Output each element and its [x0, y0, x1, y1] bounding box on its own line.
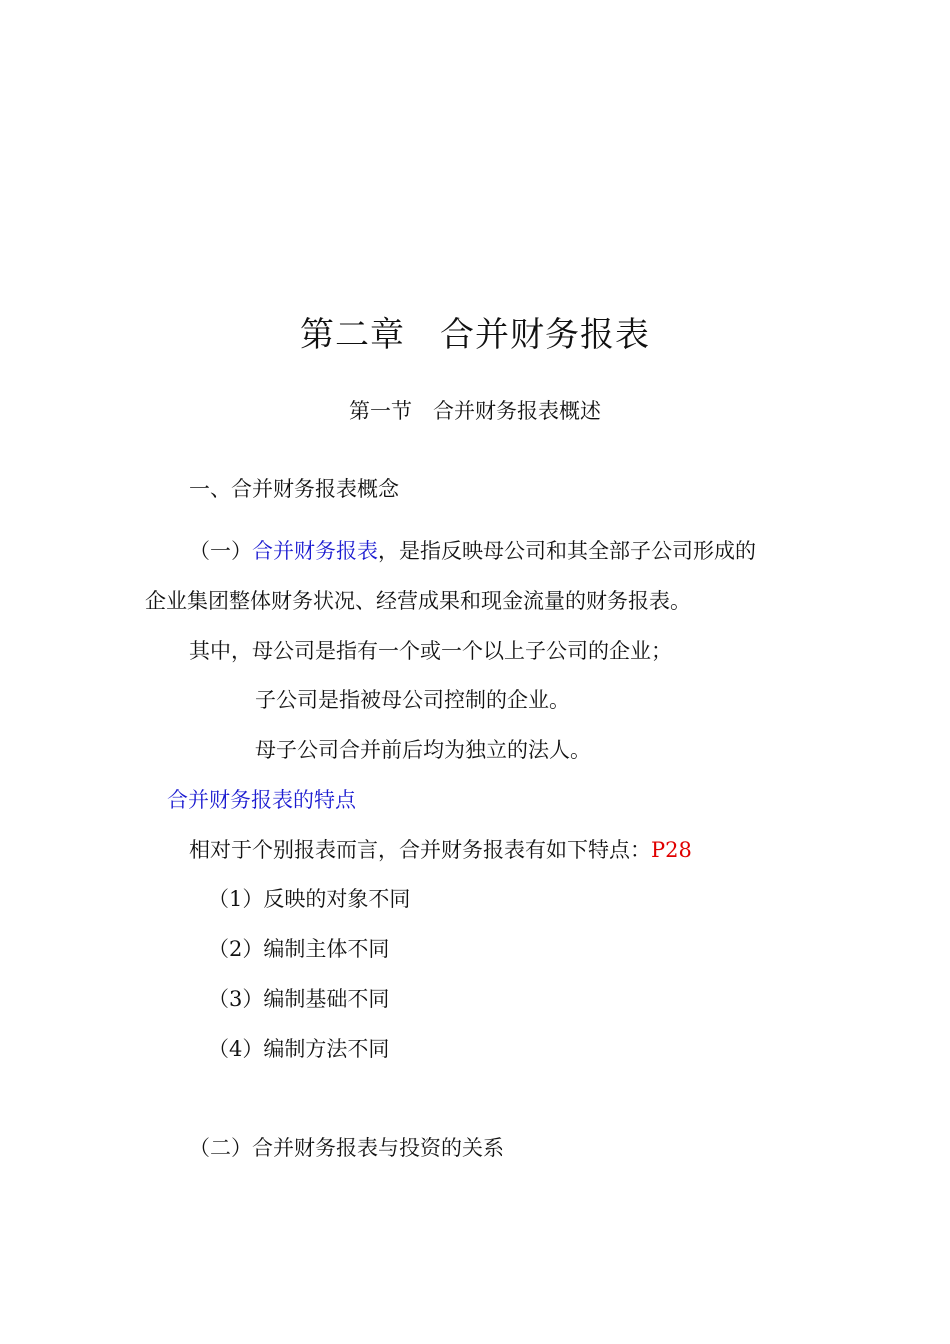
heading-investment-relation: （二）合并财务报表与投资的关系: [189, 1136, 504, 1160]
page-reference: P28: [651, 838, 692, 862]
feature-item: （1）反映的对象不同: [208, 887, 411, 911]
definition-rest: ，是指反映母公司和其全部子公司形成的: [378, 539, 756, 563]
note-legal-entity: 母子公司合并前后均为独立的法人。: [255, 738, 591, 762]
chapter-title: 第二章 合并财务报表: [300, 315, 650, 355]
features-intro: [189, 840, 692, 861]
definition-line-1: [189, 541, 756, 562]
heading-concept: 一、合并财务报表概念: [189, 477, 399, 501]
definition-line-2: 企业集团整体财务状况、经营成果和现金流量的财务报表。: [145, 589, 691, 613]
feature-item: （4）编制方法不同: [208, 1037, 390, 1061]
features-intro-text: 相对于个别报表而言，合并财务报表有如下特点：: [189, 838, 651, 862]
definition-term: 合并财务报表: [252, 539, 378, 563]
note-subsidiary: 子公司是指被母公司控制的企业。: [255, 688, 570, 712]
note-parent-company: 其中，母公司是指有一个或一个以上子公司的企业；: [189, 639, 672, 663]
feature-item: （2）编制主体不同: [208, 937, 390, 961]
definition-prefix: （一）: [189, 539, 252, 563]
features-heading: 合并财务报表的特点: [167, 788, 356, 812]
section-title: 第一节 合并财务报表概述: [349, 399, 601, 423]
feature-item: （3）编制基础不同: [208, 987, 390, 1011]
